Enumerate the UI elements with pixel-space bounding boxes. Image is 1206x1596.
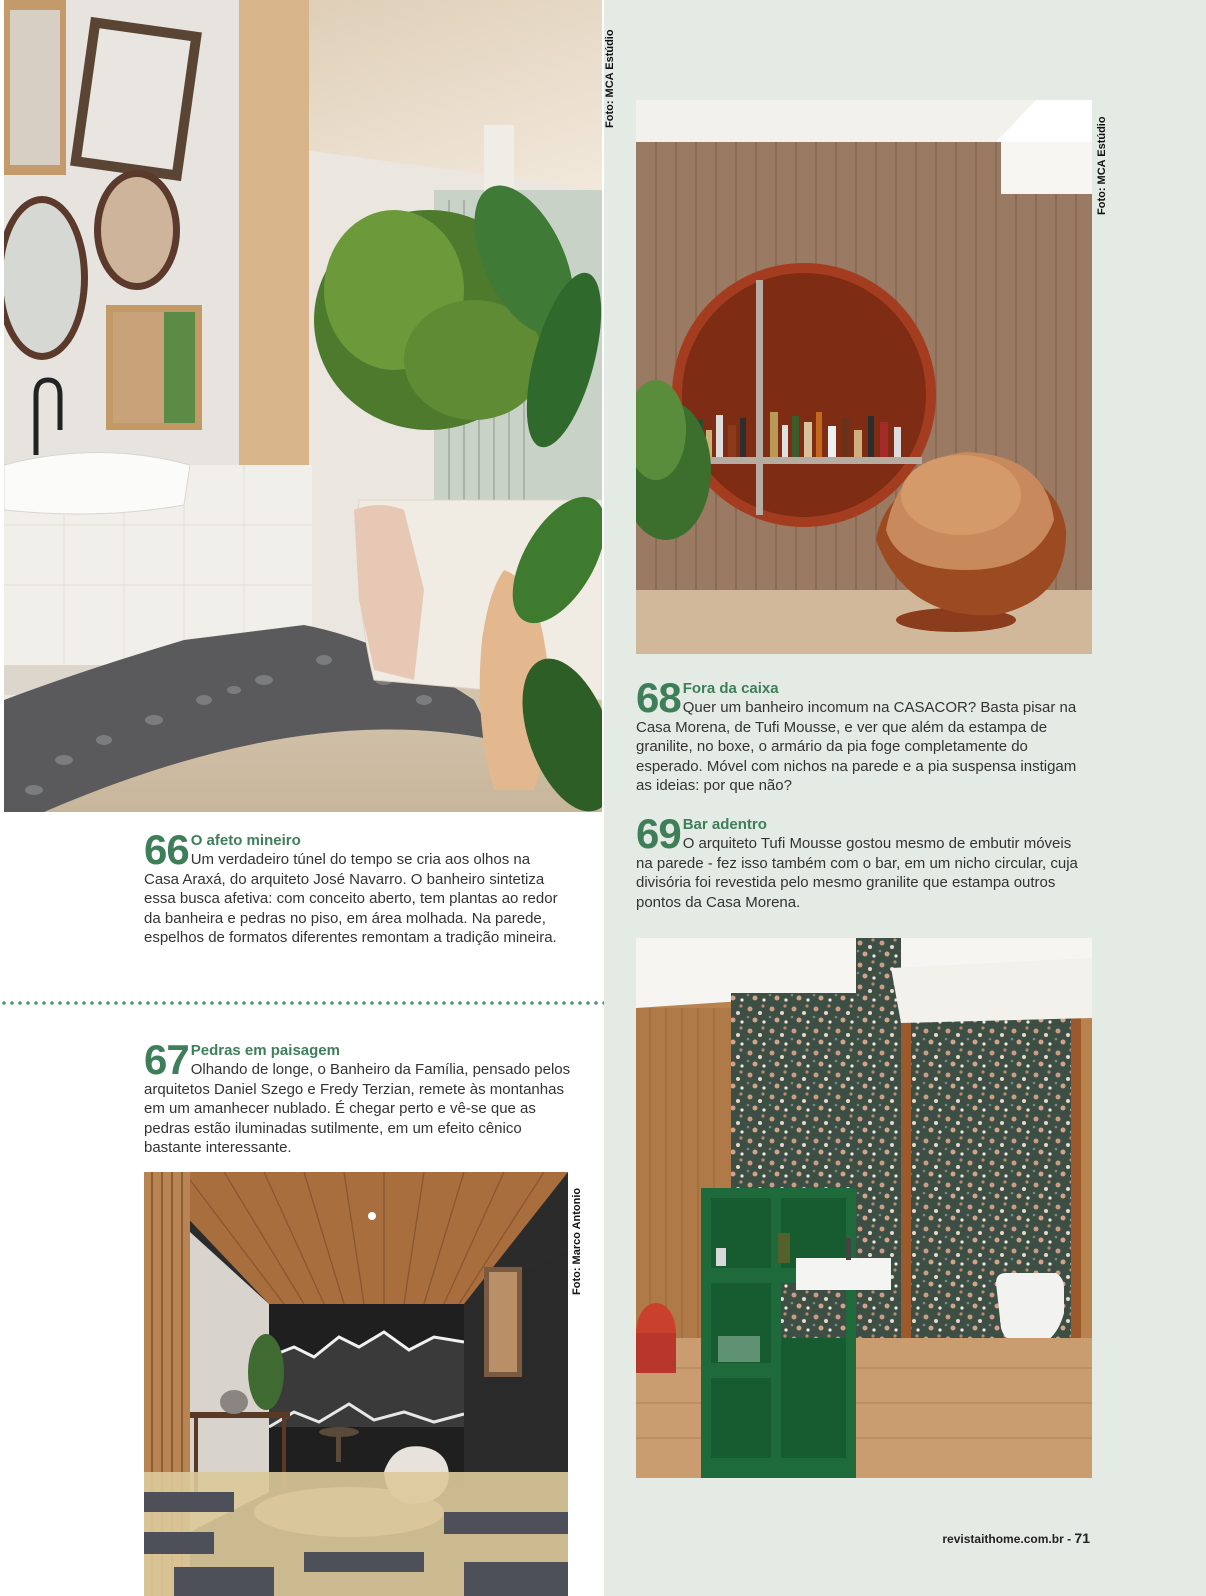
article-69 bbox=[636, 810, 1086, 912]
photo-credit-2: Foto: MCA Estúdio bbox=[1096, 116, 1108, 215]
photo-bar-niche bbox=[636, 100, 1092, 654]
article-body: Quer um banheiro incomum na CASACOR? Basta pisar na Casa Morena, de Tufi Mousse, e ver que além da estampa de granilite, no boxe, o armário da pia foge completamente do esperado. Móvel com nichos na parede e a pia suspensa instigam as ideias: por que não? bbox=[636, 699, 1077, 794]
footer-separator: - bbox=[1063, 1532, 1075, 1546]
photo-stone-landscape bbox=[144, 1172, 568, 1596]
article-number: 67 bbox=[144, 1036, 189, 1083]
article-body: Olhando de longe, o Banheiro da Família, pensado pelos arquitetos Daniel Szego e Fredy Terzian, remete às montanhas em um amanhecer nublado. É chegar perto e vê-se que as pedras estão iluminadas sutilmente, em um efeito cênico bastante interessante. bbox=[144, 1061, 571, 1156]
page-footer bbox=[942, 1530, 1090, 1546]
article-66 bbox=[144, 826, 564, 948]
article-68 bbox=[636, 674, 1086, 796]
article-title: O afeto mineiro bbox=[190, 832, 301, 849]
article-number: 69 bbox=[636, 810, 681, 857]
photo-credit-1: Foto: MCA Estúdio bbox=[604, 29, 616, 128]
article-body: O arquiteto Tufi Mousse gostou mesmo de embutir móveis na parede - fez isso também com o bar, em um nicho circular, cuja divisória foi revestida pelo mesmo granilite que estampa outros pontos da Casa Morena. bbox=[636, 835, 1078, 911]
page-number: 71 bbox=[1074, 1530, 1090, 1546]
article-title: Fora da caixa bbox=[682, 680, 779, 697]
photo-terrazzo-bathroom bbox=[636, 938, 1092, 1478]
article-number: 68 bbox=[636, 674, 681, 721]
site-url: revistaithome.com.br bbox=[942, 1532, 1064, 1546]
photo-credit-3: Foto: Marco Antonio bbox=[571, 1187, 583, 1295]
photo-bathroom-mirrors bbox=[4, 0, 602, 812]
article-number: 66 bbox=[144, 826, 189, 873]
article-title: Pedras em paisagem bbox=[190, 1042, 340, 1059]
article-67 bbox=[144, 1036, 574, 1158]
article-body: Um verdadeiro túnel do tempo se cria aos olhos na Casa Araxá, do arquiteto José Navarro. O banheiro sintetiza essa busca afetiva: com conceito aberto, tem plantas ao redor da banheira e pedras no piso, em área molhada. Na parede, espelhos de formatos diferentes remontam a tradição mineira. bbox=[144, 851, 558, 946]
article-title: Bar adentro bbox=[682, 816, 767, 833]
dotted-divider bbox=[0, 1000, 604, 1006]
